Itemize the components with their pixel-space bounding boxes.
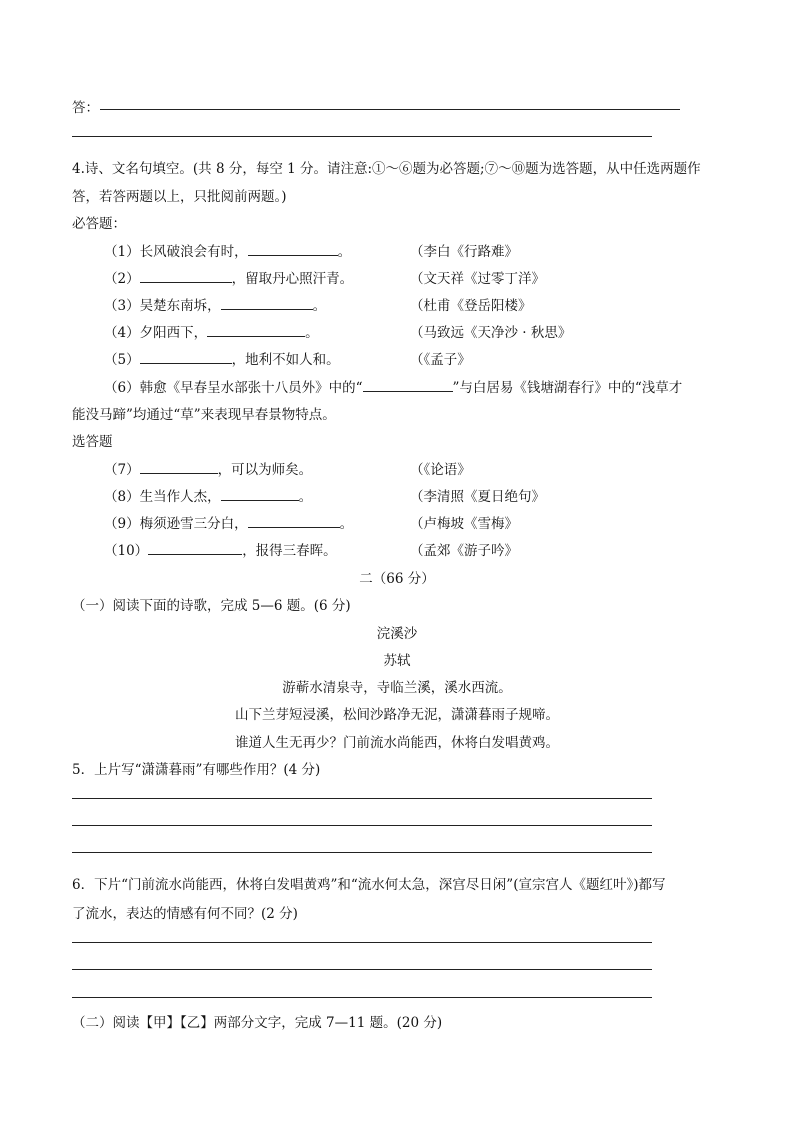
answer-line[interactable] [72,997,652,998]
answer-line[interactable] [100,109,680,110]
fill-blank[interactable] [140,461,218,474]
fill-item-5: （5） ，地利不如人和。 [104,352,340,368]
fill-blank[interactable] [248,515,340,528]
fill-item-8: （8）生当作人杰， 。 [104,489,313,505]
q4-intro-line1: 4.诗、文名句填空。(共 8 分，每空 1 分。请注意:①～⑥题为必答题;⑦～⑩题为选答题，从中任选两题作 [72,161,701,177]
answer-line[interactable] [72,852,652,853]
fill-item-7: （7） ，可以为师矣。 [104,462,313,478]
fill-blank[interactable] [207,324,305,337]
answer-label: 答： [72,100,99,116]
fill-blank[interactable] [140,270,232,283]
optional-heading: 选答题 [72,434,113,450]
section-title: 二（66 分） [359,571,435,587]
part1-heading: （一）阅读下面的诗歌，完成 5—6 题。(6 分) [72,598,351,614]
answer-line[interactable] [72,136,652,137]
fill-item-6-cont: 能没马蹄”均通过“草”来表现早春景物特点。 [72,407,336,423]
fill-item-4: （4）夕阳西下， 。 [104,325,319,341]
fill-item-10: （10） ，报得三春晖。 [104,543,337,559]
item-source: （孟郊《游子吟》 [410,543,518,559]
item-source: （文天祥《过零丁洋》 [410,271,545,287]
fill-item-9: （9）梅须逊雪三分白， 。 [104,516,354,532]
item-source: （李清照《夏日绝句》 [410,489,545,505]
fill-blank[interactable] [363,379,453,392]
fill-item-6: （6）韩愈《早春呈水部张十八员外》中的“ ”与白居易《钱塘湖春行》中的“浅草才 [104,380,683,396]
answer-line[interactable] [72,942,652,943]
poem-line: 游蕲水清泉寺，寺临兰溪，溪水西流。 [282,680,512,696]
item-source: （李白《行路难》 [410,244,518,260]
answer-line[interactable] [72,798,652,799]
fill-blank[interactable] [221,297,313,310]
fill-item-1: （1）长风破浪会有时， 。 [104,244,352,260]
answer-line[interactable] [72,825,652,826]
part2-heading: （二）阅读【甲】【乙】两部分文字，完成 7—11 题。(20 分) [72,1015,443,1031]
fill-blank[interactable] [248,243,338,256]
item-source: （杜甫《登岳阳楼》 [410,298,532,314]
required-heading: 必答题： [72,216,126,232]
answer-line[interactable] [72,969,652,970]
fill-item-3: （3）吴楚东南坼， 。 [104,298,327,314]
item-source: （《孟子》 [410,352,471,368]
item-source: （马致远《天净沙 · 秋思》 [410,325,572,341]
fill-blank[interactable] [221,488,299,501]
q4-intro-line2: 答，若答两题以上，只批阅前两题。) [72,189,287,205]
poem-author: 苏轼 [383,653,411,669]
fill-blank[interactable] [140,351,232,364]
q6-text-line2: 了流水，表达的情感有何不同？(2 分) [72,906,298,922]
item-source: （卢梅坡《雪梅》 [410,516,518,532]
q5-text: 5．上片写“潇潇暮雨”有哪些作用？(4 分) [72,762,321,778]
fill-item-2: （2） ，留取丹心照汗青。 [104,271,354,287]
fill-blank[interactable] [148,542,242,555]
poem-line: 谁道人生无再少？门前流水尚能西，休将白发唱黄鸡。 [235,735,559,751]
poem-title: 浣溪沙 [376,626,418,642]
poem-line: 山下兰芽短浸溪，松间沙路净无泥，潇潇暮雨子规啼。 [235,707,559,723]
item-source: （《论语》 [410,462,471,478]
q6-text-line1: 6．下片“门前流水尚能西，休将白发唱黄鸡”和“流水何太急，深宫尽日闲”(宣宗宫人《题红叶》)都写 [72,877,666,893]
